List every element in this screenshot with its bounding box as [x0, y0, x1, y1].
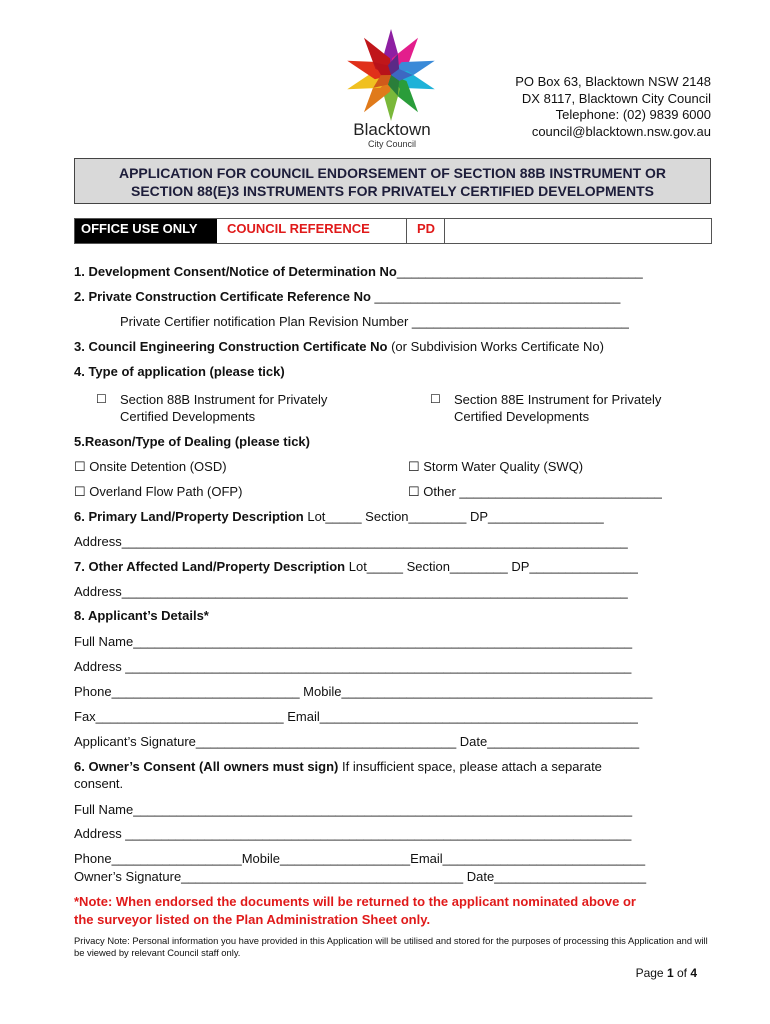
- option-88e-line-2: Certified Developments: [454, 409, 590, 424]
- other-land-address[interactable]: Address______________________________________________________________________: [74, 584, 628, 599]
- primary-land-address[interactable]: Address______________________________________________________________________: [74, 534, 628, 549]
- page-prefix: Page: [635, 966, 667, 980]
- development-consent-label: 1. Development Consent/Notice of Determination No: [74, 264, 397, 279]
- council-reference-label: COUNCIL REFERENCE: [217, 219, 407, 243]
- primary-land-label: 6. Primary Land/Property Description: [74, 509, 304, 524]
- applicant-phone-mobile[interactable]: Phone__________________________ Mobile___________________________________________: [74, 684, 653, 699]
- option-88b-line-2: Certified Developments: [120, 409, 256, 424]
- engineering-certificate-label: 3. Council Engineering Construction Certificate No: [74, 339, 388, 354]
- form-title-line-2: SECTION 88(E)3 INSTRUMENTS FOR PRIVATELY CERTIFIED DEVELOPMENTS: [131, 183, 654, 199]
- owner-phone-mobile-email[interactable]: Phone__________________Mobile__________________Email____________________________: [74, 851, 646, 866]
- page-number: [636, 966, 697, 980]
- page-current: 1: [666, 966, 674, 980]
- blacktown-logo: [336, 26, 446, 150]
- owner-consent-heading: [74, 759, 602, 774]
- option-88b-label: [120, 391, 327, 425]
- owner-signature-date[interactable]: Owner’s Signature_______________________________________ Date_____________________: [74, 869, 647, 884]
- option-other[interactable]: ☐ Other ____________________________: [408, 484, 662, 499]
- form-title: [74, 158, 711, 204]
- other-land-blanks[interactable]: Lot_____ Section________ DP_______________: [345, 559, 638, 574]
- privacy-note: Privacy Note: Personal information you have provided in this Application will be utilised and stored for the purposes of processing this Application and will be viewed by relevant Council staff only.: [74, 935, 708, 958]
- star-logo-icon: [336, 26, 446, 122]
- development-consent-field[interactable]: [74, 264, 643, 279]
- checkbox-88e-icon[interactable]: ☐: [430, 392, 441, 406]
- owner-address[interactable]: Address ______________________________________________________________________: [74, 826, 632, 841]
- owner-full-name[interactable]: Full Name_____________________________________________________________________: [74, 802, 633, 817]
- other-land-field[interactable]: [74, 559, 638, 574]
- checkbox-88b-icon[interactable]: ☐: [96, 392, 107, 406]
- applicant-signature-date[interactable]: Applicant’s Signature____________________________________ Date_____________________: [74, 734, 640, 749]
- owner-consent-label: 6. Owner’s Consent (All owners must sign): [74, 759, 339, 774]
- address-telephone: Telephone: (02) 9839 6000: [555, 107, 711, 122]
- owner-consent-note: If insufficient space, please attach a separate: [338, 759, 602, 774]
- pd-label: PD: [407, 219, 445, 243]
- applicant-fax-email[interactable]: Fax__________________________ Email____________________________________________: [74, 709, 638, 724]
- option-swq[interactable]: ☐ Storm Water Quality (SWQ): [408, 459, 584, 474]
- engineering-certificate-field: [74, 339, 604, 354]
- applicant-address[interactable]: Address ______________________________________________________________________: [74, 659, 632, 674]
- primary-land-field[interactable]: [74, 509, 604, 524]
- application-type-heading: 4. Type of application (please tick): [74, 364, 285, 379]
- option-ofp[interactable]: ☐ Overland Flow Path (OFP): [74, 484, 243, 499]
- checkbox-88b[interactable]: [96, 391, 107, 406]
- office-use-label: OFFICE USE ONLY: [75, 219, 217, 243]
- checkbox-88e[interactable]: [430, 391, 441, 406]
- address-dx: DX 8117, Blacktown City Council: [521, 90, 711, 106]
- applicant-full-name[interactable]: Full Name_____________________________________________________________________: [74, 634, 633, 649]
- plan-revision-blank[interactable]: ______________________________: [408, 314, 629, 329]
- applicant-details-heading: 8. Applicant’s Details*: [74, 608, 209, 623]
- option-88e-label: [454, 391, 661, 425]
- owner-consent-note-2: consent.: [74, 776, 124, 791]
- construction-certificate-field[interactable]: [74, 289, 620, 304]
- endorsement-note-line-1: *Note: When endorsed the documents will be returned to the applicant nominated above or: [74, 894, 636, 909]
- primary-land-blanks[interactable]: Lot_____ Section________ DP________________: [303, 509, 604, 524]
- form-title-line-1: APPLICATION FOR COUNCIL ENDORSEMENT OF SECTION 88B INSTRUMENT OR: [118, 165, 667, 181]
- engineering-certificate-note: (or Subdivision Works Certificate No): [387, 339, 604, 354]
- council-address: [515, 74, 711, 140]
- construction-certificate-label: 2. Private Construction Certificate Reference No: [74, 289, 371, 304]
- address-email[interactable]: council@blacktown.nsw.gov.au: [531, 123, 711, 139]
- option-osd[interactable]: ☐ Onsite Detention (OSD): [74, 459, 227, 474]
- page-of: of: [673, 966, 691, 980]
- logo-wordmark: Blacktown: [353, 120, 431, 139]
- logo-subtitle: City Council: [367, 139, 416, 149]
- office-use-table: [74, 218, 712, 244]
- development-consent-blank[interactable]: __________________________________: [396, 264, 643, 279]
- option-88b-line-1: Section 88B Instrument for Privately: [120, 392, 328, 407]
- page-total: 4: [690, 966, 697, 980]
- address-po-box: PO Box 63, Blacktown NSW 2148: [515, 74, 711, 89]
- plan-revision-field[interactable]: [120, 314, 629, 329]
- other-land-label: 7. Other Affected Land/Property Description: [74, 559, 346, 574]
- option-88e-line-1: Section 88E Instrument for Privately: [454, 392, 662, 407]
- dealing-type-heading: 5.Reason/Type of Dealing (please tick): [74, 434, 310, 449]
- endorsement-note-line-2: the surveyor listed on the Plan Administration Sheet only.: [74, 912, 431, 927]
- construction-certificate-blank[interactable]: __________________________________: [370, 289, 621, 304]
- plan-revision-label: Private Certifier notification Plan Revision Number: [120, 314, 409, 329]
